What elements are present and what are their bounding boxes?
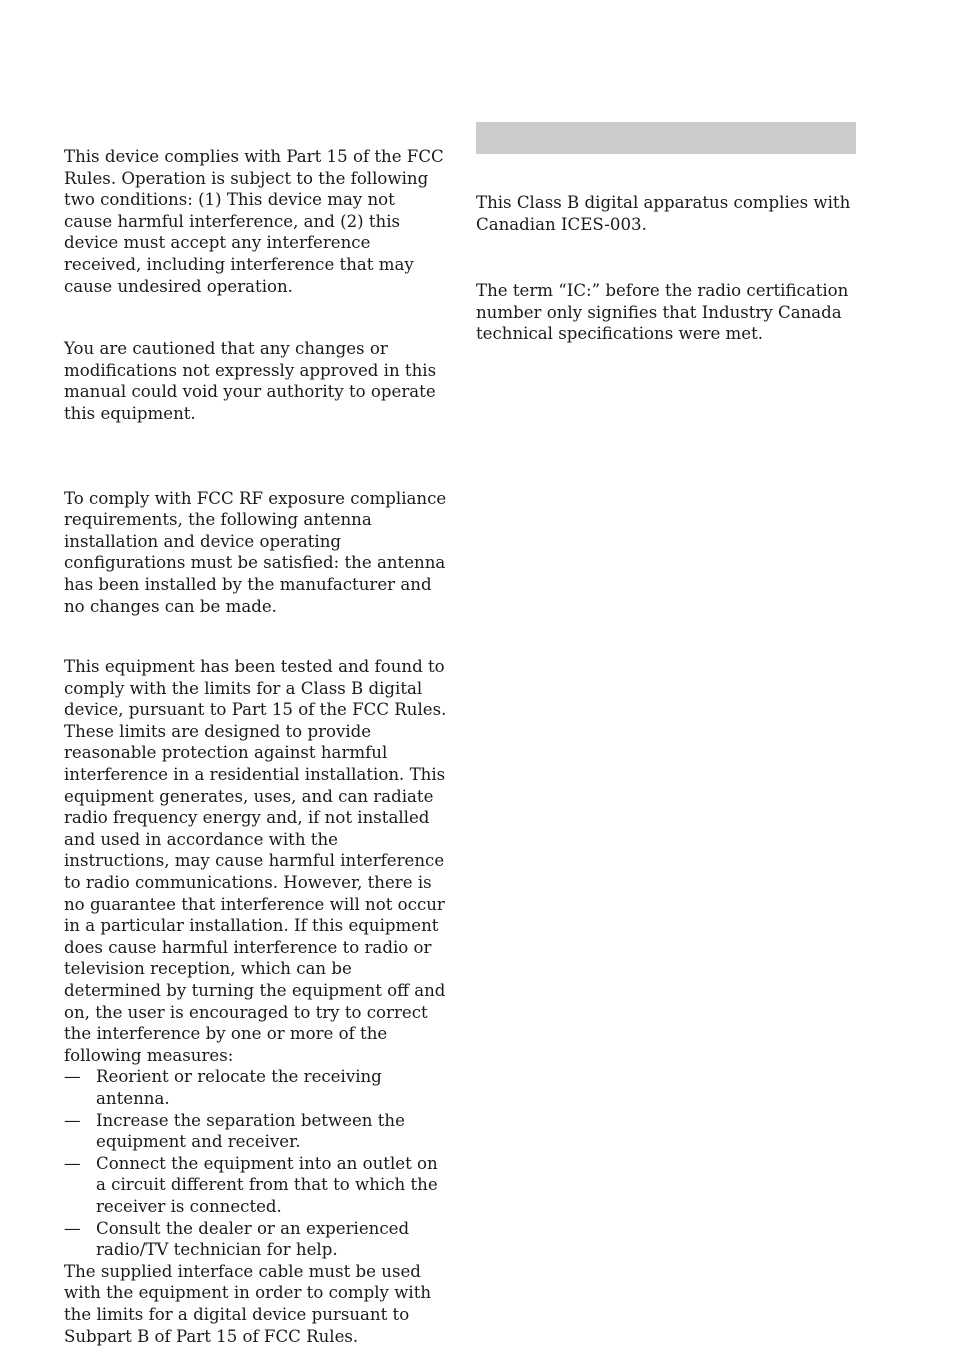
list-item [64,1153,448,1218]
interface-cable-paragraph: The supplied interface cable must be used with the equipment in order to comply with the limits for a digital device pursuant to Subpart B of Part 15 of FCC Rules. [64,1261,432,1346]
dash-bullet: — [64,1110,81,1130]
fcc-caution-paragraph: You are cautioned that any changes or modifications not expressly approved in this manual could void your authority to operate this equipment. [64,339,437,423]
list-item [64,1110,448,1153]
measure-text: Consult the dealer or an experienced radio/TV technician for help. [96,1218,410,1260]
dash-bullet: — [64,1218,81,1238]
dash-bullet: — [64,1153,81,1173]
ic-term-paragraph: The term “IC:” before the radio certification number only signifies that Industry Canada technical specifications were met. [476,281,849,344]
measures-list [64,1066,448,1260]
left-column [64,146,448,1347]
ices-paragraph: This Class B digital apparatus complies with Canadian ICES-003. [476,193,851,234]
right-column [476,122,856,345]
dash-bullet: — [64,1067,81,1087]
measure-text: Reorient or relocate the receiving antenna. [96,1067,382,1108]
measure-text: Connect the equipment into an outlet on a circuit different from that to which the receiver is connected. [96,1153,438,1216]
measure-text: Increase the separation between the equipment and receiver. [96,1110,405,1152]
rf-exposure-paragraph: To comply with FCC RF exposure compliance requirements, the following antenna installation and device operating configurations must be satisfied: the antenna has been installed by the manufacturer and no changes can be made. [64,488,447,616]
class-b-paragraph: This equipment has been tested and found to comply with the limits for a Class B digital device, pursuant to Part 15 of the FCC Rules. These limits are designed to provide reasonable protection against harmful interference in a residential installation. This equipment generates, uses, and can radiate radio frequency energy and, if not installed and used in accordance with the instructions, may cause harmful interference to radio communications. However, there is no guarantee that interference will not occur in a particular installation. If this equipment does cause harmful interference to radio or television reception, which can be determined by turning the equipment off and on, the user is encouraged to try to correct the interference by one or more of the following measures: [64,657,447,1065]
fcc-compliance-paragraph: This device complies with Part 15 of the FCC Rules. Operation is subject to the following two conditions: (1) This device may not cause harmful interference, and (2) this device must accept any interference received, including interference that may cause undesired operation. [64,147,444,296]
section-header-bar [476,122,856,154]
list-item [64,1066,448,1109]
list-item [64,1218,448,1261]
